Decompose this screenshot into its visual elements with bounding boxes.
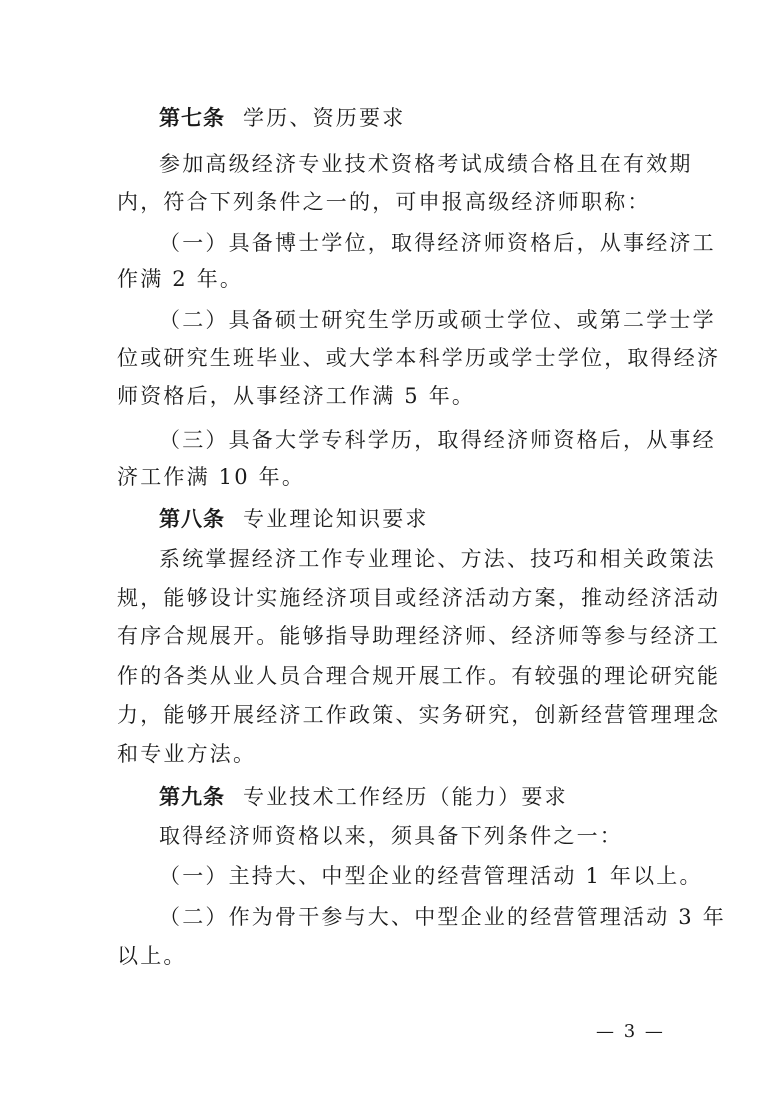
article-9-item-2-line-1: （二）作为骨干参与大、中型企业的经营管理活动 3 年 — [159, 905, 726, 929]
article-8-para-line-2: 规，能够设计实施经济项目或经济活动方案，推动经济活动 — [117, 586, 721, 610]
article-9-item-1: （一）主持大、中型企业的经营管理活动 1 年以上。 — [159, 864, 703, 888]
article-8-para-line-6: 和专业方法。 — [117, 742, 257, 766]
article-9-number: 第九条 — [159, 785, 225, 809]
article-7-item-1-line-1: （一）具备博士学位，取得经济师资格后，从事经济工 — [159, 231, 716, 255]
article-7-intro-line-2: 内，符合下列条件之一的，可申报高级经济师职称： — [117, 190, 651, 214]
article-9-title: 专业技术工作经历（能力）要求 — [243, 785, 568, 809]
article-8-para-line-3: 有序合规展开。能够指导助理经济师、经济师等参与经济工 — [117, 624, 721, 648]
article-8-number: 第八条 — [159, 507, 225, 531]
article-7-heading — [159, 104, 662, 132]
article-8-para-line-4: 作的各类从业人员合理合规开展工作。有较强的理论研究能 — [117, 664, 721, 688]
article-7-intro-line-1: 参加高级经济专业技术资格考试成绩合格且在有效期 — [159, 152, 693, 176]
article-7-item-2-line-1: （二）具备硕士研究生学历或硕士学位、或第二学士学 — [159, 308, 716, 332]
article-7-item-1-line-2: 作满 2 年。 — [117, 267, 244, 291]
article-7-item-2-line-2: 位或研究生班毕业、或大学本科学历或学士学位，取得经济 — [117, 346, 721, 370]
article-8-para-line-5: 力，能够开展经济工作政策、实务研究，创新经营管理理念 — [117, 703, 721, 727]
article-9-heading — [159, 783, 662, 811]
article-7-title: 学历、资历要求 — [243, 106, 406, 130]
page-number: — 3 — — [596, 1021, 665, 1042]
article-7-item-2-line-3: 师资格后，从事经济工作满 5 年。 — [117, 384, 476, 408]
article-8-para-line-1: 系统掌握经济工作专业理论、方法、技巧和相关政策法 — [159, 547, 716, 571]
article-7-number: 第七条 — [159, 106, 225, 130]
article-7-item-3-line-1: （三）具备大学专科学历，取得经济师资格后，从事经 — [159, 428, 716, 452]
article-9-item-2-line-2: 以上。 — [117, 944, 187, 968]
article-8-heading — [159, 505, 662, 533]
article-9-intro: 取得经济师资格以来，须具备下列条件之一： — [159, 824, 623, 848]
article-7-item-3-line-2: 济工作满 10 年。 — [117, 465, 306, 489]
article-8-title: 专业理论知识要求 — [243, 507, 429, 531]
